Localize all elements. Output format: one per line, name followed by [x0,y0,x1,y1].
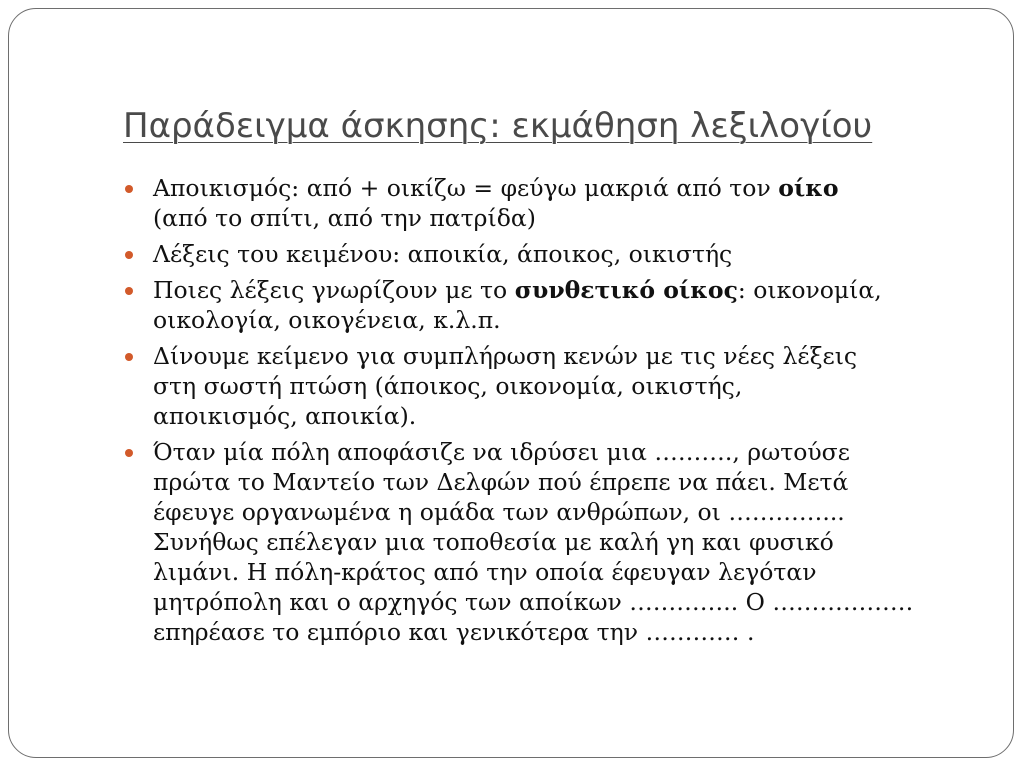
bullet-item-2 [125,239,985,269]
bullet-5-line-5: λιμάνι. Η πόλη-κράτος από την οποία έφευγαν λεγόταν [153,558,817,586]
bullet-dot [125,185,133,193]
bullet-3-bold-phrase: συνθετικό οίκος [514,276,738,304]
bullet-3-line-2: οικολογία, οικογένεια, κ.λ.π. [153,306,501,334]
bullet-5-line-7: επηρέασε το εμπόριο και γενικότερα την ………… . [153,618,755,646]
bullet-dot [125,287,133,295]
bullet-dot [125,449,133,457]
bullet-5-line-4: Συνήθως επέλεγαν μια τοποθεσία με καλή γη και φυσικό [153,528,834,556]
bullet-1-line-2: (από το σπίτι, από την πατρίδα) [153,204,536,232]
bullet-item-5 [125,437,985,647]
bullet-1-bold-word: οίκο [778,174,839,202]
bullet-4-line-1: Δίνουμε κείμενο για συμπλήρωση κενών με τις νέες λέξεις [153,342,858,370]
bullet-5-line-1: Όταν μία πόλη αποφάσιζε να ιδρύσει μια ………., ρωτούσε [153,438,850,466]
slide-frame [8,8,1014,758]
bullet-1-text: Αποικισμός: από + οικίζω = φεύγω μακριά από τον [153,174,779,202]
slide-title: Παράδειγμα άσκησης: εκμάθηση λεξιλογίου [123,106,873,146]
bullet-dot [125,353,133,361]
bullet-2-text: Λέξεις του κειμένου: αποικία, άποικος, οικιστής [153,240,733,268]
bullet-4-line-3: αποικισμός, αποικία). [153,402,417,430]
bullet-5-line-2: πρώτα το Μαντείο των Δελφών πού έπρεπε να πάει. Μετά [153,468,849,496]
bullet-list [125,173,985,653]
bullet-item-4 [125,341,985,431]
bullet-5-line-3: έφευγε οργανωμένα η ομάδα των ανθρώπων, οι …………... [153,498,845,526]
bullet-3-text: Ποιες λέξεις γνωρίζουν με το [153,276,515,304]
bullet-dot [125,251,133,259]
bullet-5-line-6: μητρόπολη και ο αρχηγός των αποίκων ………….. Ο ……………… [153,588,914,616]
bullet-item-3 [125,275,985,335]
bullet-item-1 [125,173,985,233]
bullet-4-line-2: στη σωστή πτώση (άποικος, οικονομία, οικιστής, [153,372,743,400]
bullet-3-text-tail: : οικονομία, [737,276,882,304]
